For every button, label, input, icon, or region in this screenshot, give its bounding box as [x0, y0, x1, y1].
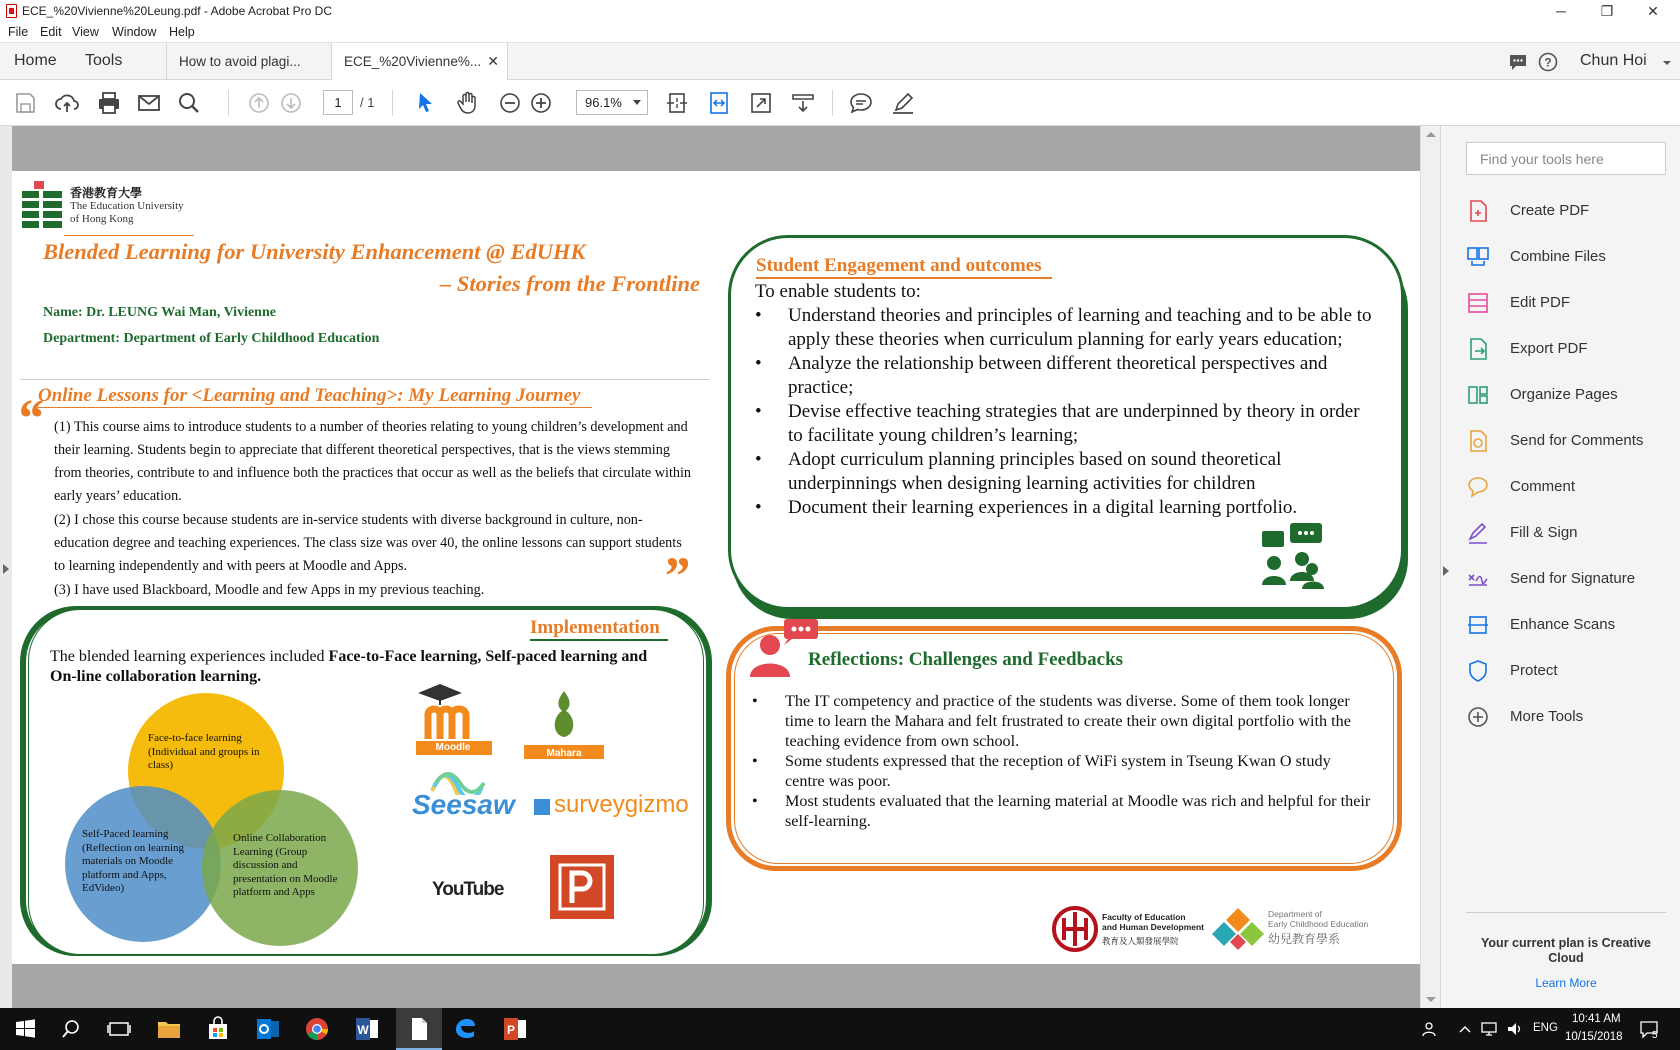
window-title: ECE_%20Vivienne%20Leung.pdf - Adobe Acrobat Pro DC: [22, 4, 332, 18]
organize-pages-icon: [1466, 383, 1490, 407]
venn-label-online: Online Collaboration Learning (Group discussion and presentation on Moodle platform and Apps: [233, 832, 338, 898]
page-total: / 1: [360, 95, 375, 110]
enhance-scans-icon: [1466, 613, 1490, 637]
clock-time[interactable]: 10:41 AM: [1572, 1013, 1621, 1025]
plan-divider: [1466, 912, 1666, 913]
list-item: • Adopt curriculum planning principles based on sound theoretical underpinnings when designing learning activities for children: [755, 449, 1282, 494]
department-chinese: 幼兒教育學系: [1268, 932, 1341, 946]
tool-label: Enhance Scans: [1510, 616, 1616, 633]
windows-start-icon[interactable]: [10, 1014, 40, 1044]
comment-icon[interactable]: [848, 90, 874, 116]
implementation-text-bold: Face-to-Face learning, Self-paced learning and On-line collaboration learning.: [50, 648, 648, 685]
tools-pane: [1440, 126, 1680, 1008]
windows-taskbar: [0, 1008, 1680, 1050]
user-name[interactable]: Chun Hoi: [1580, 52, 1647, 69]
highlight-pen-icon[interactable]: [890, 90, 916, 116]
reflection-item-text: The IT competency and practice of the students was diverse. Some of them took longer time to learn the Mahara and felt frustrated to create their own digital portfolio with the teaching evidence from own school.: [785, 692, 1351, 750]
eduhk-emblem-icon: [22, 181, 64, 229]
menu-view[interactable]: View: [72, 25, 99, 39]
menu-bar: [0, 22, 1680, 42]
print-icon[interactable]: [96, 90, 122, 116]
logo-chinese: 香港教育大學: [70, 186, 143, 200]
svg-text:P: P: [506, 1023, 516, 1037]
journey-paragraph: (3) I have used Blackboard, Moodle and few Apps in my previous teaching.: [54, 582, 485, 598]
collapse-pane-icon[interactable]: [1443, 566, 1449, 576]
zoom-value: 96.1%: [585, 95, 622, 110]
volume-icon[interactable]: [1506, 1020, 1524, 1038]
document-viewport[interactable]: [0, 126, 1440, 1008]
youtube-logo: [432, 879, 503, 901]
pdf-file-icon: [6, 4, 17, 18]
chevron-up-icon[interactable]: [1458, 1022, 1472, 1036]
notification-count: 5: [1652, 1030, 1658, 1041]
faculty-line2: and Human Development: [1102, 922, 1205, 932]
list-item: • Analyze the relationship between different theoretical perspectives and practice;: [755, 353, 1328, 398]
engagement-list: [755, 304, 1375, 520]
left-panel-toggle[interactable]: [0, 126, 12, 1008]
messages-icon[interactable]: [1508, 52, 1528, 72]
learn-more-link[interactable]: Learn More: [1535, 976, 1597, 990]
logo-underline: [64, 235, 194, 236]
reflections-heading: Reflections: Challenges and Feedbacks: [808, 649, 1124, 670]
store-icon[interactable]: [203, 1014, 233, 1044]
eduhk-logo-text: [70, 187, 184, 226]
people-icon[interactable]: [1422, 1020, 1440, 1038]
file-explorer-icon[interactable]: [154, 1014, 184, 1044]
tool-export-pdf[interactable]: [1466, 334, 1676, 364]
fit-width-icon[interactable]: [706, 90, 732, 116]
tab-bar: [0, 42, 1680, 80]
plan-text: Your current plan is Creative Cloud: [1481, 936, 1651, 965]
tool-label: Protect: [1510, 662, 1558, 679]
close-tab-icon[interactable]: ✕: [487, 53, 499, 69]
fit-page-icon[interactable]: [664, 90, 690, 116]
tool-label: Fill & Sign: [1510, 524, 1578, 541]
task-view-icon[interactable]: [104, 1014, 134, 1044]
faculty-logo-text: [1102, 912, 1204, 946]
tool-create-pdf[interactable]: [1466, 196, 1676, 226]
acrobat-taskbar-active[interactable]: [396, 1008, 442, 1050]
toolbar-divider: [392, 90, 393, 116]
section-divider: [20, 379, 710, 380]
list-item: • Document their learning experiences in a digital learning portfolio.: [755, 497, 1298, 518]
toolbar: [0, 80, 1680, 126]
doc-tab-plagiarism[interactable]: [166, 43, 332, 81]
journey-heading: Online Lessons for <Learning and Teaching>: My Learning Journey: [38, 385, 592, 408]
outlook-icon[interactable]: [253, 1014, 283, 1044]
tool-label: More Tools: [1510, 708, 1584, 725]
send-signature-icon: [1466, 567, 1490, 591]
youtube-label: YouTube: [432, 879, 504, 900]
fill-sign-icon: [1466, 521, 1490, 545]
toolbar-divider: [228, 90, 229, 116]
doc-tab-label: ECE_%20Vivienne%...: [344, 54, 482, 69]
more-tools-icon: [1466, 705, 1490, 729]
tool-label: Comment: [1510, 478, 1576, 495]
send-comments-icon: [1466, 429, 1490, 453]
input-language[interactable]: ENG: [1533, 1022, 1558, 1034]
word-icon[interactable]: [352, 1014, 382, 1044]
find-tools-input[interactable]: Find your tools here: [1466, 142, 1666, 175]
previous-page-icon[interactable]: [246, 90, 272, 116]
app-logos: [412, 681, 702, 951]
journey-paragraph: (2) I chose this course because students are in-service students with diverse background in culture, non-education degree and teaching experiences. The class size was over 40, the online lessons can support students to learning independently and with peers at Moodle and Apps.: [54, 512, 682, 574]
group-discussion-icon: [1262, 523, 1326, 589]
menu-help[interactable]: Help: [169, 25, 195, 39]
journey-paragraph: (1) This course aims to introduce students to a number of theories relating to young children’s development and their learning. Students begin to appreciate that different theoretical perspectives, that is the views stemming from theories, contribute to and influence both the practices that occur as well as the beliefs that circulate within early years’ education.: [54, 419, 692, 504]
engagement-item-text: Understand theories and principles of learning and teaching and to be able to apply these theories when curriculum planning for early years education;: [788, 305, 1372, 350]
title-bar: [0, 0, 1680, 22]
department-line2: Early Childhood Education: [1268, 918, 1369, 929]
list-item: • Most students evaluated that the learning material at Moodle was rich and helpful for their self-learning.: [752, 792, 1371, 830]
venn-label-face: Face-to-face learning (Individual and groups in class): [148, 732, 260, 771]
page-number-input[interactable]: 1: [323, 90, 353, 115]
list-item: • Devise effective teaching strategies that are underpinned by theory in order to facilitate young children’s learning;: [755, 401, 1360, 446]
close-window-button[interactable]: ✕: [1647, 3, 1659, 19]
engagement-item-text: Adopt curriculum planning principles based on sound theoretical underpinnings when designing learning activities for children: [788, 449, 1282, 494]
seesaw-label: Seesaw: [412, 789, 515, 820]
export-pdf-icon: [1466, 337, 1490, 361]
faculty-emblem-icon: [1052, 906, 1098, 952]
tool-label: Create PDF: [1510, 202, 1590, 219]
implementation-text-plain: The blended learning experiences included: [50, 648, 329, 665]
save-icon[interactable]: [12, 90, 38, 116]
department-line1: Department of: [1268, 909, 1322, 919]
next-page-icon[interactable]: [278, 90, 304, 116]
zoom-in-icon[interactable]: [528, 90, 554, 116]
engagement-item-text: Devise effective teaching strategies that are underpinned by theory in order to facilitate young children’s learning;: [788, 401, 1360, 446]
tool-label: Organize Pages: [1510, 386, 1618, 403]
toolbar-divider: [832, 90, 833, 116]
tab-tools[interactable]: Tools: [85, 52, 123, 69]
moodle-label: Moodle: [435, 742, 471, 753]
svg-text:W: W: [357, 1023, 369, 1037]
logo-english-line1: The Education University: [70, 200, 184, 212]
tab-home[interactable]: Home: [14, 52, 57, 69]
poster-title: Blended Learning for University Enhancement @ EdUHK: [43, 239, 586, 264]
chrome-icon[interactable]: [302, 1014, 332, 1044]
tool-organize-pages[interactable]: [1466, 380, 1676, 410]
department-emblem-icon: [1212, 906, 1264, 952]
scroll-down-icon[interactable]: [1426, 997, 1436, 1002]
engagement-item-text: Document their learning experiences in a digital learning portfolio.: [788, 497, 1298, 518]
surveygizmo-logo-icon: [534, 799, 550, 815]
engagement-heading: Student Engagement and outcomes: [756, 255, 1052, 279]
poster-subtitle: – Stories from the Frontline: [440, 271, 701, 296]
tool-label: Send for Comments: [1510, 432, 1644, 449]
minimize-button[interactable]: ─: [1556, 3, 1566, 19]
combine-files-icon: [1466, 245, 1490, 269]
tool-send-for-comments[interactable]: [1466, 426, 1676, 456]
search-icon[interactable]: [56, 1014, 86, 1044]
list-item: • The IT competency and practice of the students was diverse. Some of them took longer time to learn the Mahara and felt frustrated to create their own digital portfolio with the teaching evidence from own school.: [752, 692, 1351, 750]
pdf-page: [12, 171, 1420, 964]
edit-pdf-icon: [1466, 291, 1490, 315]
expand-arrow-icon: [3, 564, 9, 574]
open-quote-icon: “: [16, 388, 43, 448]
engagement-intro: To enable students to:: [755, 281, 921, 302]
select-cursor-icon[interactable]: [412, 90, 438, 116]
faculty-chinese: 教育及人類發展學院: [1102, 936, 1179, 946]
zoom-out-icon[interactable]: [497, 90, 523, 116]
tool-protect[interactable]: [1466, 656, 1676, 686]
doc-tab-ece[interactable]: [332, 43, 508, 82]
venn-label-self: Self-Paced learning (Reflection on learning materials on Moodle platform and Apps, EdVideo): [82, 828, 185, 894]
author-department: Department: Department of Early Childhood Education: [43, 331, 380, 346]
scroll-up-icon[interactable]: [1426, 132, 1436, 137]
logo-english-line2: of Hong Kong: [70, 213, 134, 225]
powerpoint-logo-icon: [550, 855, 614, 919]
email-icon[interactable]: [136, 90, 162, 116]
department-logo-text: [1268, 910, 1368, 945]
edge-icon[interactable]: [450, 1014, 480, 1044]
maximize-button[interactable]: ❐: [1600, 3, 1614, 19]
scroll-mode-icon[interactable]: [790, 90, 816, 116]
engagement-item-text: Analyze the relationship between different theoretical perspectives and practice;: [788, 353, 1328, 398]
hand-tool-icon[interactable]: [455, 90, 481, 116]
clock-date[interactable]: 10/15/2018: [1565, 1031, 1623, 1043]
upload-cloud-icon[interactable]: [54, 90, 80, 116]
mahara-label: Mahara: [546, 748, 582, 759]
menu-file[interactable]: File: [8, 25, 29, 39]
tool-label: Export PDF: [1510, 340, 1588, 357]
svg-text:?: ?: [1544, 55, 1552, 70]
vertical-scrollbar[interactable]: [1420, 126, 1440, 1008]
tool-more-tools[interactable]: [1466, 702, 1676, 732]
surveygizmo-label: surveygizmo: [554, 791, 689, 818]
tool-send-for-signature[interactable]: [1466, 564, 1676, 594]
venn-diagram: [52, 686, 372, 948]
powerpoint-icon[interactable]: [500, 1014, 530, 1044]
list-item: • Understand theories and principles of learning and teaching and to be able to apply these theories when curriculum planning for early years education;: [755, 305, 1372, 350]
tool-edit-pdf[interactable]: [1466, 288, 1676, 318]
acrobat-document-icon: [404, 1014, 434, 1044]
close-quote-icon: ”: [662, 546, 689, 606]
tool-label: Combine Files: [1510, 248, 1606, 265]
full-screen-icon[interactable]: [748, 90, 774, 116]
search-icon[interactable]: [176, 90, 202, 116]
department-logo: [1212, 906, 1372, 956]
tool-combine-files[interactable]: [1466, 242, 1676, 272]
faculty-line1: Faculty of Education: [1102, 912, 1186, 922]
chevron-down-icon: [633, 100, 641, 105]
tool-enhance-scans[interactable]: [1466, 610, 1676, 640]
list-item: • Some students expressed that the reception of WiFi system in Tseung Kwan O study centre was poor.: [752, 752, 1331, 790]
create-pdf-icon: [1466, 199, 1490, 223]
protect-icon: [1466, 659, 1490, 683]
reflection-item-text: Most students evaluated that the learning material at Moodle was rich and helpful for their self-learning.: [785, 792, 1371, 830]
chevron-down-icon[interactable]: [1662, 59, 1672, 67]
implementation-heading: Implementation: [530, 617, 668, 641]
author-name: Name: Dr. LEUNG Wai Man, Vivienne: [43, 305, 276, 320]
menu-window[interactable]: Window: [112, 25, 157, 39]
tool-fill-sign[interactable]: [1466, 518, 1676, 548]
faculty-logo: [1052, 906, 1205, 956]
tool-label: Edit PDF: [1510, 294, 1571, 311]
tool-comment[interactable]: [1466, 472, 1676, 502]
eduhk-logo: [22, 181, 192, 231]
comment-icon: [1466, 475, 1490, 499]
reflection-item-text: Some students expressed that the reception of WiFi system in Tseung Kwan O study centre was poor.: [785, 752, 1331, 790]
doc-tab-label: How to avoid plagi...: [179, 54, 301, 69]
help-icon[interactable]: [1538, 52, 1558, 72]
reflections-list: [752, 691, 1372, 831]
zoom-level-select[interactable]: [576, 90, 648, 115]
tool-label: Send for Signature: [1510, 570, 1636, 587]
network-icon[interactable]: [1480, 1020, 1500, 1038]
menu-edit[interactable]: Edit: [40, 25, 62, 39]
